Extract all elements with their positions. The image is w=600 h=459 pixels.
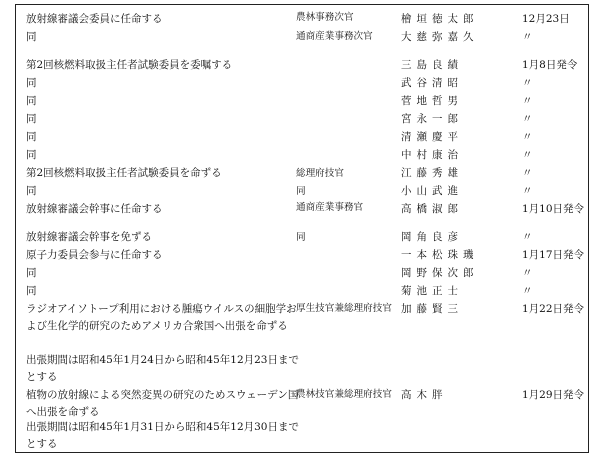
row-1-duty: 放射線審議会委員に任命する [26,13,163,25]
row-19-duty: 出張期間は昭和45年1月31日から昭和45年12月30日までとする [26,421,299,450]
row-18-org: 農林技官兼総理府技官 [296,389,392,400]
row-13-date: 1月17日発令 [522,249,585,261]
row-5-duty: 同 [26,95,37,107]
row-16-date: 1月22日発令 [522,303,585,315]
row-4-date: 〃 [522,77,533,89]
row-12-name: 岡角良彦 [401,231,463,243]
row-8-date: 〃 [522,149,533,161]
row-11-date: 1月10日発令 [522,203,585,215]
row-18-date: 1月29日発令 [522,389,585,401]
row-8-name: 中村康治 [401,149,463,161]
row-5-date: 〃 [522,95,533,107]
row-6-date: 〃 [522,113,533,125]
row-10-duty: 同 [26,185,37,197]
row-16-duty: ラジオアイソトープ利用における腫瘍ウイルスの細胞学および生化学的研究のためアメリカ合衆国へ出張を命ずる [26,303,297,332]
row-13-duty: 原子力委員会参与に任命する [26,249,163,261]
row-10-date: 〃 [522,185,533,197]
row-9-org: 総理府技官 [296,168,344,179]
row-15-duty: 同 [26,285,37,297]
row-4-name: 武谷清昭 [401,77,463,89]
row-12-duty: 放射線審議会幹事を免ずる [26,231,152,243]
row-5-name: 菅地哲男 [401,95,463,107]
row-16-name: 加藤賢三 [401,303,463,315]
row-9-name: 江藤秀雄 [401,167,463,179]
row-4-duty: 同 [26,77,37,89]
row-14-date: 〃 [522,267,533,279]
row-11-name: 高橋淑郎 [401,203,463,215]
row-2-date: 〃 [522,31,533,43]
row-15-name: 菊池正士 [401,285,463,297]
row-10-org: 同 [296,186,306,197]
row-18-duty: 植物の放射線による突然変異の研究のためスウェーデン国へ出張を命ずる [26,389,299,418]
row-3-duty: 第2回核燃料取扱主任者試験委員を委嘱する [26,59,233,71]
row-8-duty: 同 [26,149,37,161]
row-7-date: 〃 [522,131,533,143]
row-1-date: 12月23日 [522,13,570,25]
row-3-date: 1月8日発令 [522,59,578,71]
row-1-name: 檜垣徳太郎 [401,13,479,25]
row-10-name: 小山武進 [401,185,463,197]
row-2-org: 通商産業事務次官 [296,31,373,42]
row-2-duty: 同 [26,31,37,43]
row-9-duty: 第2回核燃料取扱主任者試験委員を命ずる [26,167,222,179]
row-18-name: 高木胖 [401,389,448,401]
row-17-duty: 出張期間は昭和45年1月24日から昭和45年12月23日までとする [26,354,299,383]
row-7-duty: 同 [26,131,37,143]
row-13-name: 一本松珠璣 [401,249,479,261]
row-2-name: 大慈弥嘉久 [401,31,479,43]
row-1-org: 農林事務次官 [296,12,354,23]
row-9-date: 〃 [522,167,533,179]
row-7-name: 清瀬慶平 [401,131,463,143]
row-6-duty: 同 [26,113,37,125]
row-12-date: 〃 [522,231,533,243]
row-14-name: 岡野保次郎 [401,267,479,279]
row-11-duty: 放射線審議会幹事に任命する [26,203,163,215]
row-15-date: 〃 [522,285,533,297]
row-16-org: 厚生技官兼総理府技官 [296,303,392,314]
row-6-name: 宮永一郎 [401,113,463,125]
appointments-table [15,4,589,453]
row-11-org: 通商産業事務官 [296,202,364,213]
row-12-org: 同 [296,232,306,243]
row-3-name: 三島良績 [401,59,463,71]
row-14-duty: 同 [26,267,37,279]
